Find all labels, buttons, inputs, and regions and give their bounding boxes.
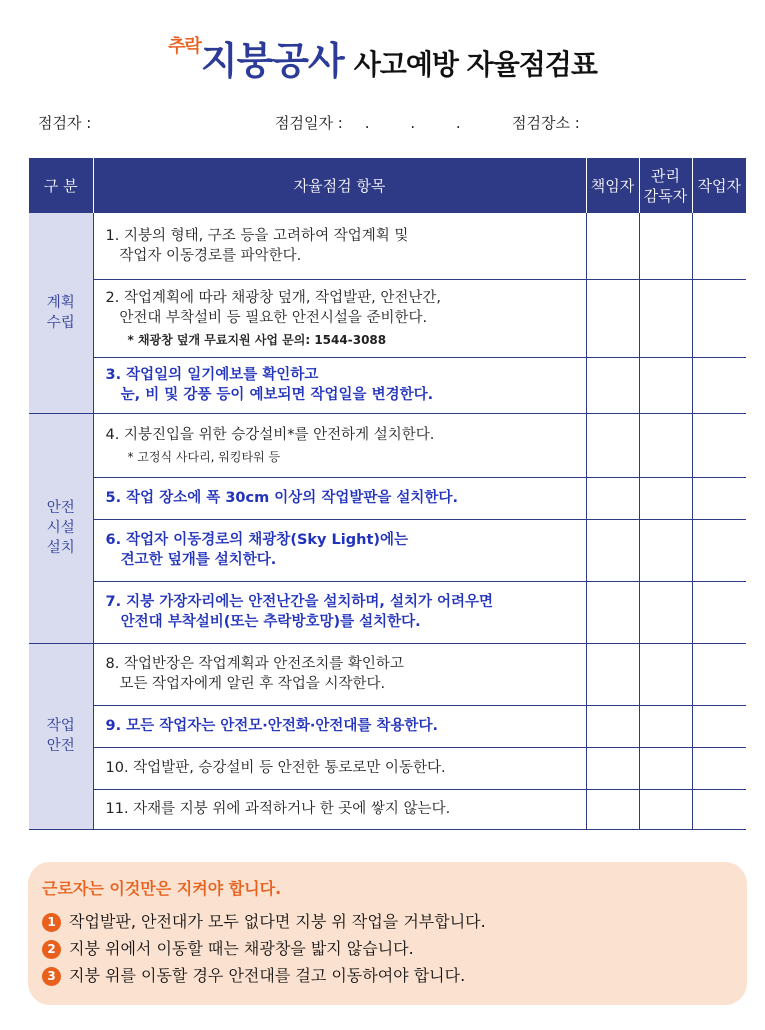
item-text: 8. 작업반장은 작업계획과 안전조치를 확인하고 모든 작업자에게 알린 후 작업을 시작한다. — [105, 656, 404, 692]
table-row — [29, 789, 746, 829]
check-box-supervisor[interactable] — [639, 519, 692, 581]
table-row — [29, 581, 746, 643]
check-box-worker[interactable] — [692, 643, 746, 705]
item-text: 9. 모든 작업자는 안전모·안전화·안전대를 착용한다. — [105, 718, 438, 734]
check-box-supervisor[interactable] — [639, 643, 692, 705]
check-box-supervisor[interactable] — [639, 357, 692, 413]
check-box-responsible[interactable] — [586, 581, 639, 643]
table-row — [29, 477, 746, 519]
header-supervisor: 관리 감독자 — [639, 158, 692, 213]
notice-list — [42, 908, 733, 989]
item-text: 5. 작업 장소에 폭 30cm 이상의 작업발판을 설치한다. — [105, 490, 458, 506]
checklist-item — [93, 213, 586, 279]
table-row — [29, 747, 746, 789]
item-note: * 채광창 덮개 무료지원 사업 문의: 1544-3088 — [127, 333, 387, 347]
notice-item-text: 지붕 위에서 이동할 때는 채광창을 밟지 않습니다. — [69, 939, 414, 958]
check-box-worker[interactable] — [692, 747, 746, 789]
check-box-supervisor[interactable] — [639, 279, 692, 357]
checklist-item — [93, 581, 586, 643]
table-row — [29, 279, 746, 357]
check-box-responsible[interactable] — [586, 213, 639, 279]
category-cell: 작업 안전 — [29, 643, 93, 829]
title-main: 지붕공사 — [200, 39, 344, 83]
item-text: 2. 작업계획에 따라 채광창 덮개, 작업발판, 안전난간, 안전대 부착설비 등 필요한 안전시설을 준비한다. — [105, 290, 441, 326]
table-row — [29, 643, 746, 705]
checklist-item — [93, 789, 586, 829]
checklist-item — [93, 705, 586, 747]
check-box-supervisor[interactable] — [639, 581, 692, 643]
item-note: * 고정식 사다리, 워킹타워 등 — [127, 450, 281, 464]
title-prefix: 추락 — [168, 36, 201, 57]
worker-notice-box — [28, 862, 747, 1005]
check-box-supervisor[interactable] — [639, 213, 692, 279]
item-text: 4. 지붕진입을 위한 승강설비*를 안전하게 설치한다. — [105, 427, 435, 443]
table-row — [29, 357, 746, 413]
inspection-date — [275, 112, 479, 133]
table-row — [29, 213, 746, 279]
checklist-item — [93, 413, 586, 477]
check-box-worker[interactable] — [692, 519, 746, 581]
number-badge-icon: 3 — [42, 967, 61, 986]
checklist-table — [29, 158, 746, 830]
check-box-worker[interactable] — [692, 279, 746, 357]
item-text: 10. 작업발판, 승강설비 등 안전한 통로로만 이동한다. — [105, 760, 446, 776]
checklist-item — [93, 643, 586, 705]
check-box-worker[interactable] — [692, 581, 746, 643]
check-box-responsible[interactable] — [586, 705, 639, 747]
item-text: 3. 작업일의 일기예보를 확인하고 눈, 비 및 강풍 등이 예보되면 작업일을 변경한다. — [105, 367, 434, 403]
table-header-row — [29, 158, 746, 213]
checklist-item — [93, 279, 586, 357]
table-row — [29, 413, 746, 477]
item-text: 11. 자재를 지붕 위에 과적하거나 한 곳에 쌓지 않는다. — [105, 801, 451, 817]
header-responsible: 책임자 — [586, 158, 639, 213]
date-dots: . . . — [364, 114, 479, 132]
check-box-supervisor[interactable] — [639, 789, 692, 829]
check-box-worker[interactable] — [692, 213, 746, 279]
check-box-responsible[interactable] — [586, 357, 639, 413]
notice-item-text: 지붕 위를 이동할 경우 안전대를 걸고 이동하여야 합니다. — [69, 966, 466, 985]
check-box-responsible[interactable] — [586, 519, 639, 581]
check-box-supervisor[interactable] — [639, 477, 692, 519]
table-row — [29, 519, 746, 581]
place-label: 점검장소 : — [512, 114, 580, 132]
notice-title: 근로자는 이것만은 지켜야 합니다. — [42, 879, 282, 898]
check-box-worker[interactable] — [692, 789, 746, 829]
checklist-item — [93, 519, 586, 581]
check-box-responsible[interactable] — [586, 279, 639, 357]
check-box-supervisor[interactable] — [639, 705, 692, 747]
date-label: 점검일자 : — [275, 114, 343, 132]
header-items: 자율점검 항목 — [93, 158, 586, 213]
check-box-worker[interactable] — [692, 357, 746, 413]
check-box-responsible[interactable] — [586, 413, 639, 477]
table-row — [29, 705, 746, 747]
check-box-worker[interactable] — [692, 413, 746, 477]
header-category: 구 분 — [29, 158, 93, 213]
item-text: 7. 지붕 가장자리에는 안전난간을 설치하며, 설치가 어려우면 안전대 부착설비(또는 추락방호망)를 설치한다. — [105, 594, 494, 630]
item-text: 1. 지붕의 형태, 구조 등을 고려하여 작업계획 및 작업자 이동경로를 파악한다. — [105, 227, 409, 264]
notice-item — [42, 935, 733, 962]
check-box-worker[interactable] — [692, 705, 746, 747]
category-cell: 안전 시설 설치 — [29, 413, 93, 643]
check-box-responsible[interactable] — [586, 747, 639, 789]
check-box-responsible[interactable] — [586, 789, 639, 829]
check-box-responsible[interactable] — [586, 477, 639, 519]
checklist-item — [93, 357, 586, 413]
inspector-label: 점검자 : — [38, 114, 92, 132]
item-text: 6. 작업자 이동경로의 채광창(Sky Light)에는 견고한 덮개를 설치한다. — [105, 532, 409, 568]
check-box-supervisor[interactable] — [639, 413, 692, 477]
check-box-supervisor[interactable] — [639, 747, 692, 789]
check-box-responsible[interactable] — [586, 643, 639, 705]
number-badge-icon: 1 — [42, 913, 61, 932]
category-cell: 계획 수립 — [29, 213, 93, 413]
page-title — [0, 30, 765, 85]
check-box-worker[interactable] — [692, 477, 746, 519]
notice-item — [42, 908, 733, 935]
title-sub: 사고예방 자율점검표 — [353, 48, 597, 81]
notice-item-text: 작업발판, 안전대가 모두 없다면 지붕 위 작업을 거부합니다. — [69, 912, 486, 931]
checklist-item — [93, 747, 586, 789]
notice-item — [42, 962, 733, 989]
number-badge-icon: 2 — [42, 940, 61, 959]
checklist-item — [93, 477, 586, 519]
header-worker: 작업자 — [692, 158, 746, 213]
